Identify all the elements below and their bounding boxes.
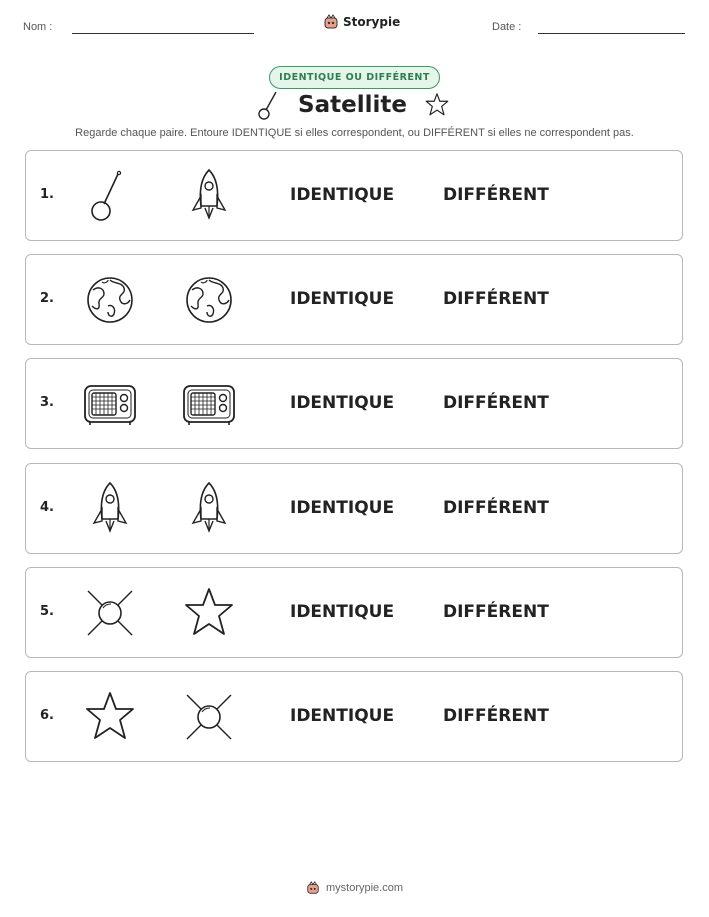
name-field[interactable] (72, 33, 254, 34)
radio-icon (179, 374, 239, 434)
earth-icon (179, 270, 239, 330)
date-field[interactable] (538, 33, 685, 34)
question-number: 6. (40, 708, 54, 723)
question-row (25, 671, 683, 762)
rocket-icon (179, 479, 239, 539)
instructions: Regarde chaque paire. Entoure IDENTIQUE si elles correspondent, ou DIFFÉRENT si elles ne correspondent pas. (75, 127, 634, 139)
option-identique[interactable]: IDENTIQUE (290, 706, 395, 726)
name-label: Nom : (23, 21, 53, 33)
brand-name: Storypie (343, 15, 401, 29)
satellite-dish-icon (258, 90, 282, 120)
option-identique[interactable]: IDENTIQUE (290, 602, 395, 622)
satellite-icon (179, 687, 239, 747)
question-number: 4. (40, 500, 54, 515)
option-different[interactable]: DIFFÉRENT (443, 602, 549, 622)
option-different[interactable]: DIFFÉRENT (443, 498, 549, 518)
question-number: 2. (40, 291, 54, 306)
option-identique[interactable]: IDENTIQUE (290, 498, 395, 518)
rocket-icon (80, 479, 140, 539)
option-different[interactable]: DIFFÉRENT (443, 289, 549, 309)
question-number: 5. (40, 604, 54, 619)
star-icon (80, 687, 140, 747)
date-label: Date : (492, 21, 522, 33)
question-number: 3. (40, 395, 54, 410)
option-different[interactable]: DIFFÉRENT (443, 706, 549, 726)
star-icon (179, 583, 239, 643)
question-row (25, 567, 683, 658)
radio-icon (80, 374, 140, 434)
footer-site: mystorypie.com (325, 882, 404, 894)
option-identique[interactable]: IDENTIQUE (290, 393, 395, 413)
rocket-icon (179, 166, 239, 226)
option-identique[interactable]: IDENTIQUE (290, 185, 395, 205)
question-row (25, 463, 683, 554)
page-title: Satellite (298, 92, 407, 118)
title-row (0, 90, 709, 120)
question-number: 1. (40, 187, 54, 202)
satellite-icon (80, 583, 140, 643)
storypie-logo-icon (306, 881, 320, 895)
option-different[interactable]: DIFFÉRENT (443, 185, 549, 205)
star-icon (423, 91, 451, 119)
worksheet-type-badge: IDENTIQUE OU DIFFÉRENT (269, 66, 440, 89)
question-row (25, 254, 683, 345)
earth-icon (80, 270, 140, 330)
satellite-dish-icon (80, 166, 140, 226)
option-identique[interactable]: IDENTIQUE (290, 289, 395, 309)
option-different[interactable]: DIFFÉRENT (443, 393, 549, 413)
footer (0, 881, 709, 895)
badge-wrap (0, 66, 709, 89)
brand-logo (323, 14, 400, 30)
storypie-logo-icon (323, 14, 339, 30)
question-row (25, 150, 683, 241)
question-row (25, 358, 683, 449)
